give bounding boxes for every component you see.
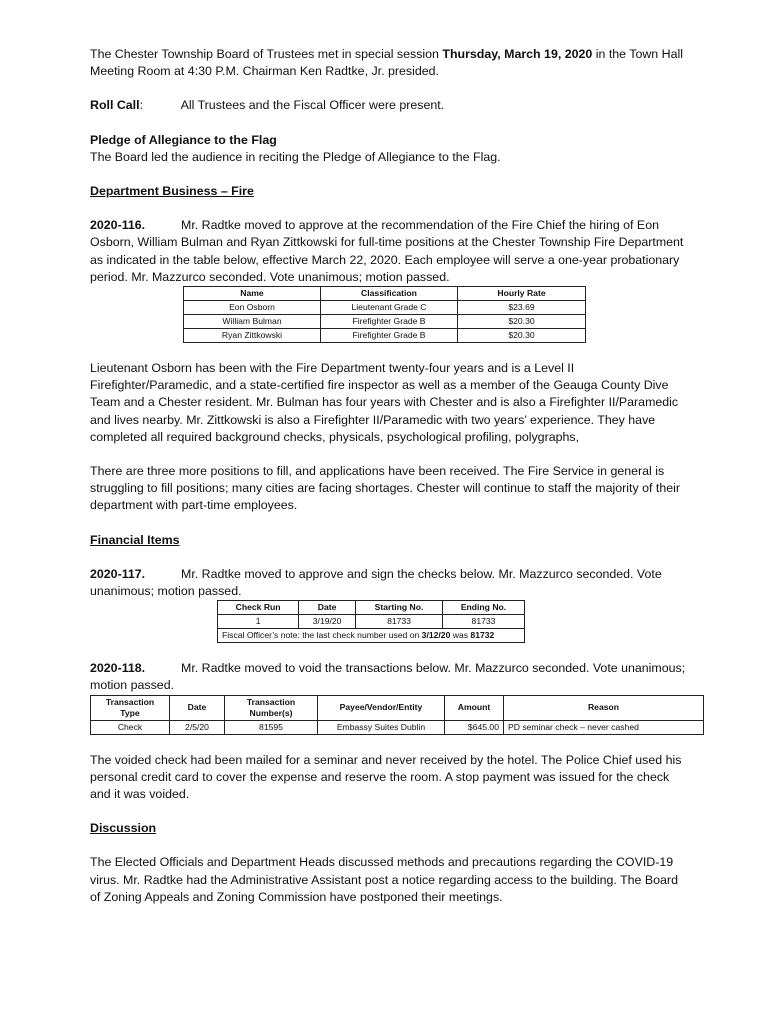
pledge-heading: Pledge of Allegiance to the Flag <box>90 132 277 147</box>
column-header: Transaction Type <box>91 695 170 720</box>
note-date: 3/12/20 <box>421 630 451 641</box>
table-cell: William Bulman <box>184 315 321 329</box>
discussion-text: The Elected Officials and Department Heads discussed methods and precautions regarding the COVID-19 virus. Mr. Radtke had the Administrative Assistant post a notice regarding access to the building. The Board of Zoning Appeals and Zoning Commission have postponed their meetings. <box>90 855 678 904</box>
fire-hiring-table <box>183 286 586 343</box>
table-cell: 81733 <box>356 615 443 629</box>
table-note-row <box>218 629 525 643</box>
table-cell: 3/19/20 <box>299 615 356 629</box>
table-cell: PD seminar check – never cashed <box>504 720 704 734</box>
column-header: Date <box>299 601 356 615</box>
table-cell: 2/5/20 <box>170 720 225 734</box>
roll-call-label: Roll Call <box>90 98 140 113</box>
intro-paragraph <box>90 46 690 80</box>
column-header: Hourly Rate <box>458 287 586 301</box>
table-header-row <box>184 287 586 301</box>
table-cell: Lieutenant Grade C <box>321 301 458 315</box>
table-row <box>184 329 586 343</box>
table-cell: Firefighter Grade B <box>321 315 458 329</box>
motion-number: 2020-118. <box>90 661 146 676</box>
intro-text-end: in the Town Hall Meeting Room at 4:30 P.M. Chairman Ken Radtke, Jr. presided. <box>90 47 683 79</box>
column-header: Ending No. <box>443 601 525 615</box>
note-text-mid: was <box>450 630 471 641</box>
column-header: Classification <box>321 287 458 301</box>
meeting-date: Thursday, March 19, 2020 <box>442 47 593 61</box>
void-paragraph: The voided check had been mailed for a seminar and never received by the hotel. The Police Chief used his personal credit card to cover the expense and reserve the room. A stop payment was issued for the check and it was voided. <box>90 752 682 802</box>
discussion-heading: Discussion <box>90 821 157 836</box>
table-header-row <box>218 601 525 615</box>
column-header: Check Run <box>218 601 299 615</box>
table-header-row <box>91 695 704 720</box>
table-cell: 1 <box>218 615 299 629</box>
column-header: Amount <box>445 695 504 720</box>
note-text: Fiscal Officer’s note: the last check number used on <box>222 630 422 641</box>
roll-call-colon: : <box>139 98 144 113</box>
column-header: Date <box>170 695 225 720</box>
column-header: Payee/Vendor/Entity <box>318 695 445 720</box>
table-cell: Ryan Zittkowski <box>184 329 321 343</box>
table-cell: Firefighter Grade B <box>321 329 458 343</box>
intro-text: The Chester Township Board of Trustees met in special session <box>90 47 443 61</box>
table-cell: 81733 <box>443 615 525 629</box>
table-row <box>184 315 586 329</box>
column-header: Transaction Number(s) <box>225 695 318 720</box>
table-cell: 81595 <box>225 720 318 734</box>
motion-2020-118 <box>90 660 690 694</box>
table-cell: $645.00 <box>445 720 504 734</box>
table-cell: $20.30 <box>458 315 586 329</box>
fiscal-officer-note <box>218 629 525 643</box>
roll-call-text: All Trustees and the Fiscal Officer were present. <box>180 98 445 113</box>
note-check-number: 81732 <box>470 630 495 641</box>
fire-paragraph-2: There are three more positions to fill, and applications have been received. The Fire Service in general is struggling to fill positions; many cities are facing shortages. Chester will continue to staff the majority of their department with part-time employees. <box>90 464 680 513</box>
minutes-page <box>90 46 690 906</box>
table-cell: Check <box>91 720 170 734</box>
roll-call <box>90 97 690 114</box>
fire-paragraph-1: Lieutenant Osborn has been with the Fire Department twenty-four years and is a Level II Firefighter/Paramedic, and a state-certified fire inspector as well as a member of the Geauga County Dive Team and a Chester resident. Mr. Bulman has four years with Chester and is also a Firefighter II/Paramedic and lives nearby. Mr. Zittkowski is also a Firefighter II/Paramedic with two years’ experience. They have completed all required background checks, physicals, psychological profiling, polygraphs, <box>90 361 679 444</box>
table-cell: Eon Osborn <box>184 301 321 315</box>
table-cell: Embassy Suites Dublin <box>318 720 445 734</box>
void-transactions-table <box>90 695 704 735</box>
checks-table <box>217 600 525 643</box>
pledge-text: The Board led the audience in reciting the Pledge of Allegiance to the Flag. <box>90 149 501 164</box>
table-cell: $20.30 <box>458 329 586 343</box>
motion-number: 2020-116. <box>90 218 146 233</box>
motion-text: Mr. Radtke moved to void the transactions below. Mr. Mazzurco seconded. Vote unanimous; motion passed. <box>90 661 686 693</box>
table-row <box>184 301 586 315</box>
fire-heading: Department Business – Fire <box>90 184 254 199</box>
motion-2020-117 <box>90 566 690 600</box>
motion-text: Mr. Radtke moved to approve at the recommendation of the Fire Chief the hiring of Eon Osborn, William Bulman and Ryan Zittkowski for full-time positions at the Chester Township Fire Department as indicated in the table below, effective March 22, 2020. Each employee will serve a one-year probationary period. Mr. Mazzurco seconded. Vote unanimous; motion passed. <box>90 218 684 284</box>
column-header: Starting No. <box>356 601 443 615</box>
motion-text: Mr. Radtke moved to approve and sign the checks below. Mr. Mazzurco seconded. Vote unanimous; motion passed. <box>90 566 662 599</box>
table-row <box>218 615 525 629</box>
column-header: Reason <box>504 695 704 720</box>
financial-heading: Financial Items <box>90 532 180 547</box>
motion-2020-116 <box>90 217 690 286</box>
table-cell: $23.69 <box>458 301 586 315</box>
column-header: Name <box>184 287 321 301</box>
table-row <box>91 720 704 734</box>
motion-number: 2020-117. <box>90 566 146 581</box>
